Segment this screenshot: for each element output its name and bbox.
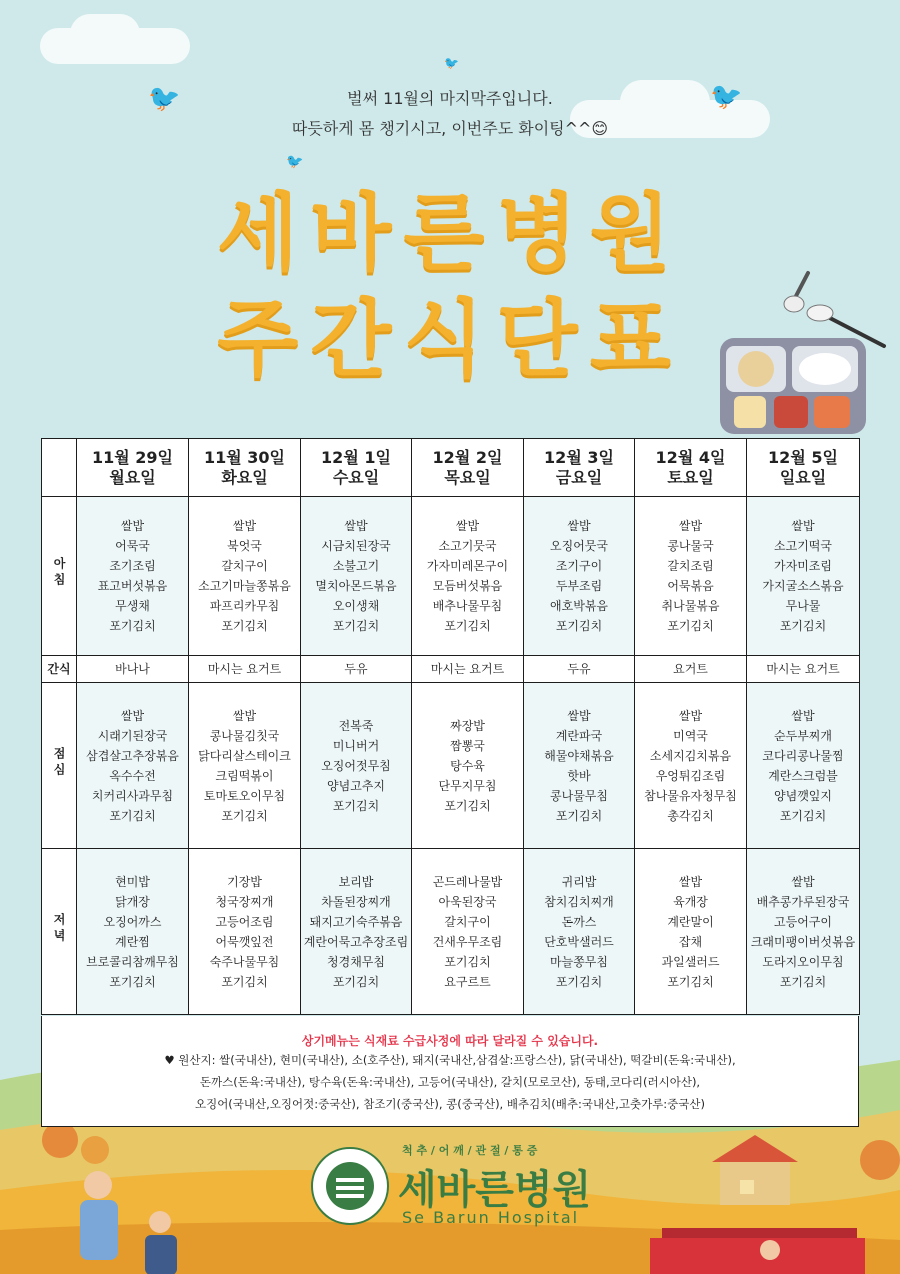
- logo-name: 세바른병원: [398, 1167, 592, 1213]
- menu-item: 표고버섯볶음: [97, 579, 168, 593]
- lunch-label: [42, 683, 77, 849]
- menu-item: 오징어젓무침: [321, 758, 391, 773]
- hospital-seal-icon: [310, 1146, 390, 1226]
- menu-item: 미역국: [673, 728, 708, 743]
- day-header: [77, 439, 189, 497]
- day-header: [747, 439, 860, 497]
- menu-item: 크림떡볶이: [215, 768, 274, 783]
- menu-cell: [635, 849, 747, 1015]
- menu-item: 소불고기: [332, 559, 380, 573]
- menu-cell: [524, 849, 635, 1015]
- menu-item: 핫바: [567, 768, 591, 783]
- menu-item: 포기김치: [109, 619, 156, 633]
- menu-item: 포기김치: [332, 619, 380, 633]
- snack-label: [42, 656, 77, 683]
- menu-cell: [412, 497, 524, 656]
- page-subtitle: 주간식단표: [217, 290, 683, 388]
- menu-item: 청경채무침: [327, 954, 385, 969]
- menu-item: 두부조림: [555, 579, 603, 593]
- day-date: 12월 1일: [321, 447, 391, 467]
- menu-cell: [524, 683, 635, 849]
- menu-item: 포기김치: [555, 619, 603, 633]
- menu-cell: [412, 683, 524, 849]
- menu-item: 탕수육: [450, 758, 485, 773]
- notice-text: 상기메뉴는 식재료 수급사정에 따라 달라질 수 있습니다.: [301, 1034, 599, 1048]
- day-header: [635, 439, 747, 497]
- menu-item: 양념깻잎지: [774, 788, 832, 803]
- menu-item: 포기김치: [779, 974, 827, 989]
- menu-item: 갈치구이: [444, 914, 491, 929]
- day-name: 목요일: [444, 467, 491, 487]
- menu-item: 아욱된장국: [438, 894, 497, 909]
- menu-cell: [301, 849, 412, 1015]
- breakfast-label: [42, 497, 77, 656]
- bird-icon: 🐦: [710, 82, 743, 112]
- menu-cell: [301, 683, 412, 849]
- menu-item: 포기김치: [779, 808, 827, 823]
- menu-cell: [77, 497, 189, 656]
- menu-item: 쌀밥: [791, 519, 815, 533]
- menu-cell: [524, 656, 635, 683]
- menu-item: 미니버거: [332, 738, 380, 753]
- menu-cell: [301, 497, 412, 656]
- menu-item: 짜장밥: [450, 718, 485, 733]
- origin-line: ♥ 원산지: 쌀(국내산), 현미(국내산), 소(호주산), 돼지(국내산,삼겹살:프랑스산), 닭(국내산), 떡갈비(돈육:국내산),: [164, 1053, 736, 1067]
- weekly-menu-table: [41, 438, 860, 1015]
- menu-item: 쌀밥: [344, 519, 368, 533]
- menu-item: 코다리콩나물찜: [762, 748, 844, 763]
- logo-tagline: 척 추 / 어 깨 / 관 절 / 통 증: [402, 1144, 538, 1157]
- menu-item: 과일샐러드: [661, 954, 720, 969]
- menu-item: 조기구이: [555, 559, 603, 573]
- menu-item: 북엇국: [227, 539, 262, 553]
- lunch-row: [42, 683, 860, 849]
- menu-item: 시래기된장국: [97, 728, 168, 743]
- menu-item: 바나나: [115, 662, 150, 676]
- menu-item: 포기김치: [444, 954, 491, 969]
- row-label-text: 저녁: [52, 912, 66, 945]
- menu-item: 도라지오이무침: [762, 954, 844, 969]
- bird-icon: 🐦: [444, 56, 459, 70]
- menu-item: 마시는 요거트: [766, 662, 840, 676]
- menu-item: 파프리카무침: [209, 599, 280, 613]
- menu-item: 계란파국: [555, 728, 603, 743]
- menu-item: 두유: [567, 662, 591, 676]
- day-header-row: [42, 439, 860, 497]
- menu-cell: [77, 656, 189, 683]
- menu-item: 닭개장: [115, 894, 150, 909]
- menu-item: 콩나물김칫국: [209, 728, 280, 743]
- menu-item: 옥수수전: [109, 768, 156, 783]
- menu-item: 포기김치: [332, 798, 380, 813]
- menu-item: 소세지김치볶음: [649, 748, 732, 763]
- menu-cell: [747, 656, 860, 683]
- menu-item: 요구르트: [444, 974, 491, 989]
- menu-item: 갈치구이: [221, 559, 268, 573]
- menu-item: 포기김치: [221, 808, 268, 823]
- day-name: 수요일: [332, 467, 380, 487]
- menu-item: 계란말이: [667, 914, 714, 929]
- menu-item: 조기조림: [109, 559, 156, 573]
- menu-item: 숙주나물무침: [209, 954, 280, 969]
- menu-item: 마시는 요거트: [430, 662, 505, 676]
- menu-item: 시금치된장국: [321, 539, 391, 553]
- menu-item: 잡채: [678, 934, 703, 949]
- menu-item: 참치김치찌개: [544, 894, 614, 909]
- menu-item: 소고기뭇국: [438, 539, 497, 553]
- menu-cell: [524, 497, 635, 656]
- menu-item: 쌀밥: [791, 708, 815, 723]
- menu-item: 무나물: [785, 599, 821, 613]
- row-label-text: 아침: [52, 557, 66, 589]
- menu-item: 계란어묵고추장조림: [303, 934, 409, 949]
- menu-item: 삼겹살고추장볶음: [86, 748, 179, 763]
- bird-icon: 🐦: [148, 84, 181, 114]
- menu-cell: [77, 849, 189, 1015]
- menu-cell: [189, 656, 301, 683]
- menu-cell: [747, 683, 860, 849]
- menu-item: 현미밥: [115, 874, 150, 889]
- menu-item: 포기김치: [109, 974, 156, 989]
- menu-item: 고등어조림: [215, 914, 274, 929]
- menu-item: 단호박샐러드: [544, 934, 614, 949]
- menu-item: 귀리밥: [561, 874, 597, 889]
- menu-item: 어묵깻잎전: [215, 934, 274, 949]
- menu-item: 소고기마늘쫑볶음: [198, 579, 291, 593]
- menu-item: 포기김치: [332, 974, 380, 989]
- menu-item: 무생채: [115, 599, 150, 613]
- menu-item: 기장밥: [227, 874, 262, 889]
- menu-item: 배추나물무침: [432, 599, 503, 613]
- day-name: 화요일: [221, 467, 268, 487]
- day-name: 금요일: [555, 467, 603, 487]
- menu-item: 포기김치: [221, 619, 268, 633]
- menu-item: 가자미조림: [774, 559, 832, 573]
- origin-line: 오징어(국내산,오징어젓:중국산), 참조기(중국산), 콩(중국산), 배추김치(배추:국내산,고춧가루:중국산): [194, 1097, 705, 1111]
- menu-footer: [41, 1016, 859, 1127]
- menu-item: 계란스크럼블: [768, 768, 838, 783]
- menu-item: 취나물볶음: [661, 599, 720, 613]
- menu-item: 마시는 요거트: [207, 662, 282, 676]
- menu-item: 두유: [344, 662, 368, 676]
- menu-item: 갈치조림: [667, 559, 714, 573]
- menu-item: 토마토오이무침: [203, 788, 286, 803]
- menu-item: 건새우무조림: [432, 934, 503, 949]
- menu-cell: [189, 849, 301, 1015]
- day-date: 11월 29일: [91, 447, 173, 467]
- menu-cell: [412, 849, 524, 1015]
- menu-item: 포기김치: [444, 798, 491, 813]
- menu-item: 단무지무침: [438, 778, 497, 793]
- page-title: 세바른병원: [217, 184, 683, 282]
- menu-item: 쌀밥: [678, 708, 703, 723]
- breakfast-row: [42, 497, 860, 656]
- menu-item: 멸치아몬드볶음: [315, 579, 397, 593]
- menu-item: 우엉튀김조림: [655, 768, 726, 783]
- menu-item: 가지굴소스볶음: [762, 579, 844, 593]
- menu-item: 쌀밥: [791, 874, 815, 889]
- menu-cell: [747, 849, 860, 1015]
- snack-row: [42, 656, 860, 683]
- menu-item: 포기김치: [109, 808, 156, 823]
- day-name: 토요일: [667, 467, 714, 487]
- menu-item: 포기김치: [555, 808, 603, 823]
- menu-item: 애호박볶음: [550, 599, 608, 613]
- menu-item: 쌀밥: [232, 708, 257, 723]
- menu-item: 크래미팽이버섯볶음: [750, 934, 856, 949]
- menu-cell: [77, 683, 189, 849]
- day-date: 12월 2일: [432, 447, 503, 467]
- menu-item: 어묵국: [115, 539, 150, 553]
- menu-item: 쌀밥: [567, 708, 591, 723]
- day-header: [524, 439, 635, 497]
- menu-item: 가자미레몬구이: [426, 559, 509, 573]
- menu-cell: [635, 683, 747, 849]
- menu-cell: [635, 497, 747, 656]
- intro-line-1: 벌써 11월의 마지막주입니다.: [347, 89, 553, 108]
- menu-item: 짬뽕국: [450, 738, 485, 753]
- menu-item: 전복죽: [338, 718, 374, 733]
- day-header: [301, 439, 412, 497]
- menu-item: 마늘쫑무침: [550, 954, 608, 969]
- intro-line-2: 따듯하게 몸 챙기시고, 이번주도 화이팅^^😊: [291, 119, 609, 138]
- menu-cell: [189, 497, 301, 656]
- menu-item: 쌀밥: [678, 874, 703, 889]
- day-date: 12월 3일: [544, 447, 614, 467]
- day-date: 12월 5일: [768, 447, 838, 467]
- menu-item: 양념고추지: [327, 778, 385, 793]
- menu-item: 치커리사과무침: [91, 788, 174, 803]
- menu-item: 순두부찌개: [774, 728, 832, 743]
- menu-item: 육개장: [673, 894, 708, 909]
- menu-item: 포기김치: [444, 619, 491, 633]
- menu-cell: [189, 683, 301, 849]
- menu-cell: [635, 656, 747, 683]
- day-header: [189, 439, 301, 497]
- menu-item: 브로콜리참깨무침: [86, 954, 179, 969]
- menu-item: 참나물유자청무침: [644, 788, 737, 803]
- menu-item: 계란찜: [115, 934, 150, 949]
- day-name: 일요일: [779, 467, 827, 487]
- meal-tray-illustration: [716, 268, 896, 438]
- menu-item: 모듬버섯볶음: [432, 579, 503, 593]
- menu-item: 포기김치: [667, 619, 714, 633]
- menu-cell: [747, 497, 860, 656]
- day-header: [412, 439, 524, 497]
- menu-item: 어묵볶음: [667, 579, 714, 593]
- menu-item: 포기김치: [221, 974, 268, 989]
- menu-item: 콩나물무침: [550, 788, 608, 803]
- menu-item: 보리밥: [338, 874, 374, 889]
- menu-item: 배추콩가루된장국: [756, 894, 850, 909]
- menu-cell: [412, 656, 524, 683]
- menu-item: 총각김치: [667, 808, 714, 823]
- row-label-text: 점심: [52, 746, 66, 779]
- menu-item: 해물야채볶음: [544, 748, 614, 763]
- day-date: 12월 4일: [655, 447, 726, 467]
- origin-line: 돈까스(돈육:국내산), 탕수육(돈육:국내산), 고등어(국내산), 갈치(모로코산), 동태,코다리(러시아산),: [199, 1075, 701, 1089]
- menu-item: 차돌된장찌개: [321, 894, 391, 909]
- menu-item: 쌀밥: [567, 519, 591, 533]
- corner-cell: [42, 439, 77, 497]
- menu-item: 포기김치: [555, 974, 603, 989]
- dinner-label: [42, 849, 77, 1015]
- menu-item: 쌀밥: [232, 519, 257, 533]
- dinner-row: [42, 849, 860, 1015]
- bird-icon: 🐦: [286, 154, 304, 170]
- menu-item: 닭다리살스테이크: [198, 748, 291, 763]
- hospital-logo: [310, 1142, 610, 1232]
- menu-item: 청국장찌개: [215, 894, 274, 909]
- menu-item: 쌀밥: [120, 708, 145, 723]
- row-label-text: 간식: [47, 662, 71, 676]
- menu-item: 오징어까스: [103, 914, 162, 929]
- day-name: 월요일: [109, 467, 156, 487]
- logo-name-en: Se Barun Hospital: [402, 1208, 580, 1227]
- menu-item: 쌀밥: [120, 519, 145, 533]
- menu-item: 고등어구이: [774, 914, 832, 929]
- menu-item: 요거트: [673, 662, 708, 676]
- menu-item: 돈까스: [561, 914, 597, 929]
- menu-item: 오징어뭇국: [550, 539, 608, 553]
- menu-item: 곤드레나물밥: [432, 874, 503, 889]
- menu-item: 소고기떡국: [774, 539, 832, 553]
- day-date: 11월 30일: [203, 447, 285, 467]
- menu-cell: [301, 656, 412, 683]
- menu-item: 쌀밥: [455, 519, 480, 533]
- menu-item: 콩나물국: [667, 539, 714, 553]
- menu-item: 포기김치: [667, 974, 714, 989]
- menu-item: 쌀밥: [678, 519, 703, 533]
- menu-item: 오이생채: [332, 599, 380, 613]
- menu-item: 돼지고기숙주볶음: [309, 914, 403, 929]
- menu-item: 포기김치: [779, 619, 827, 633]
